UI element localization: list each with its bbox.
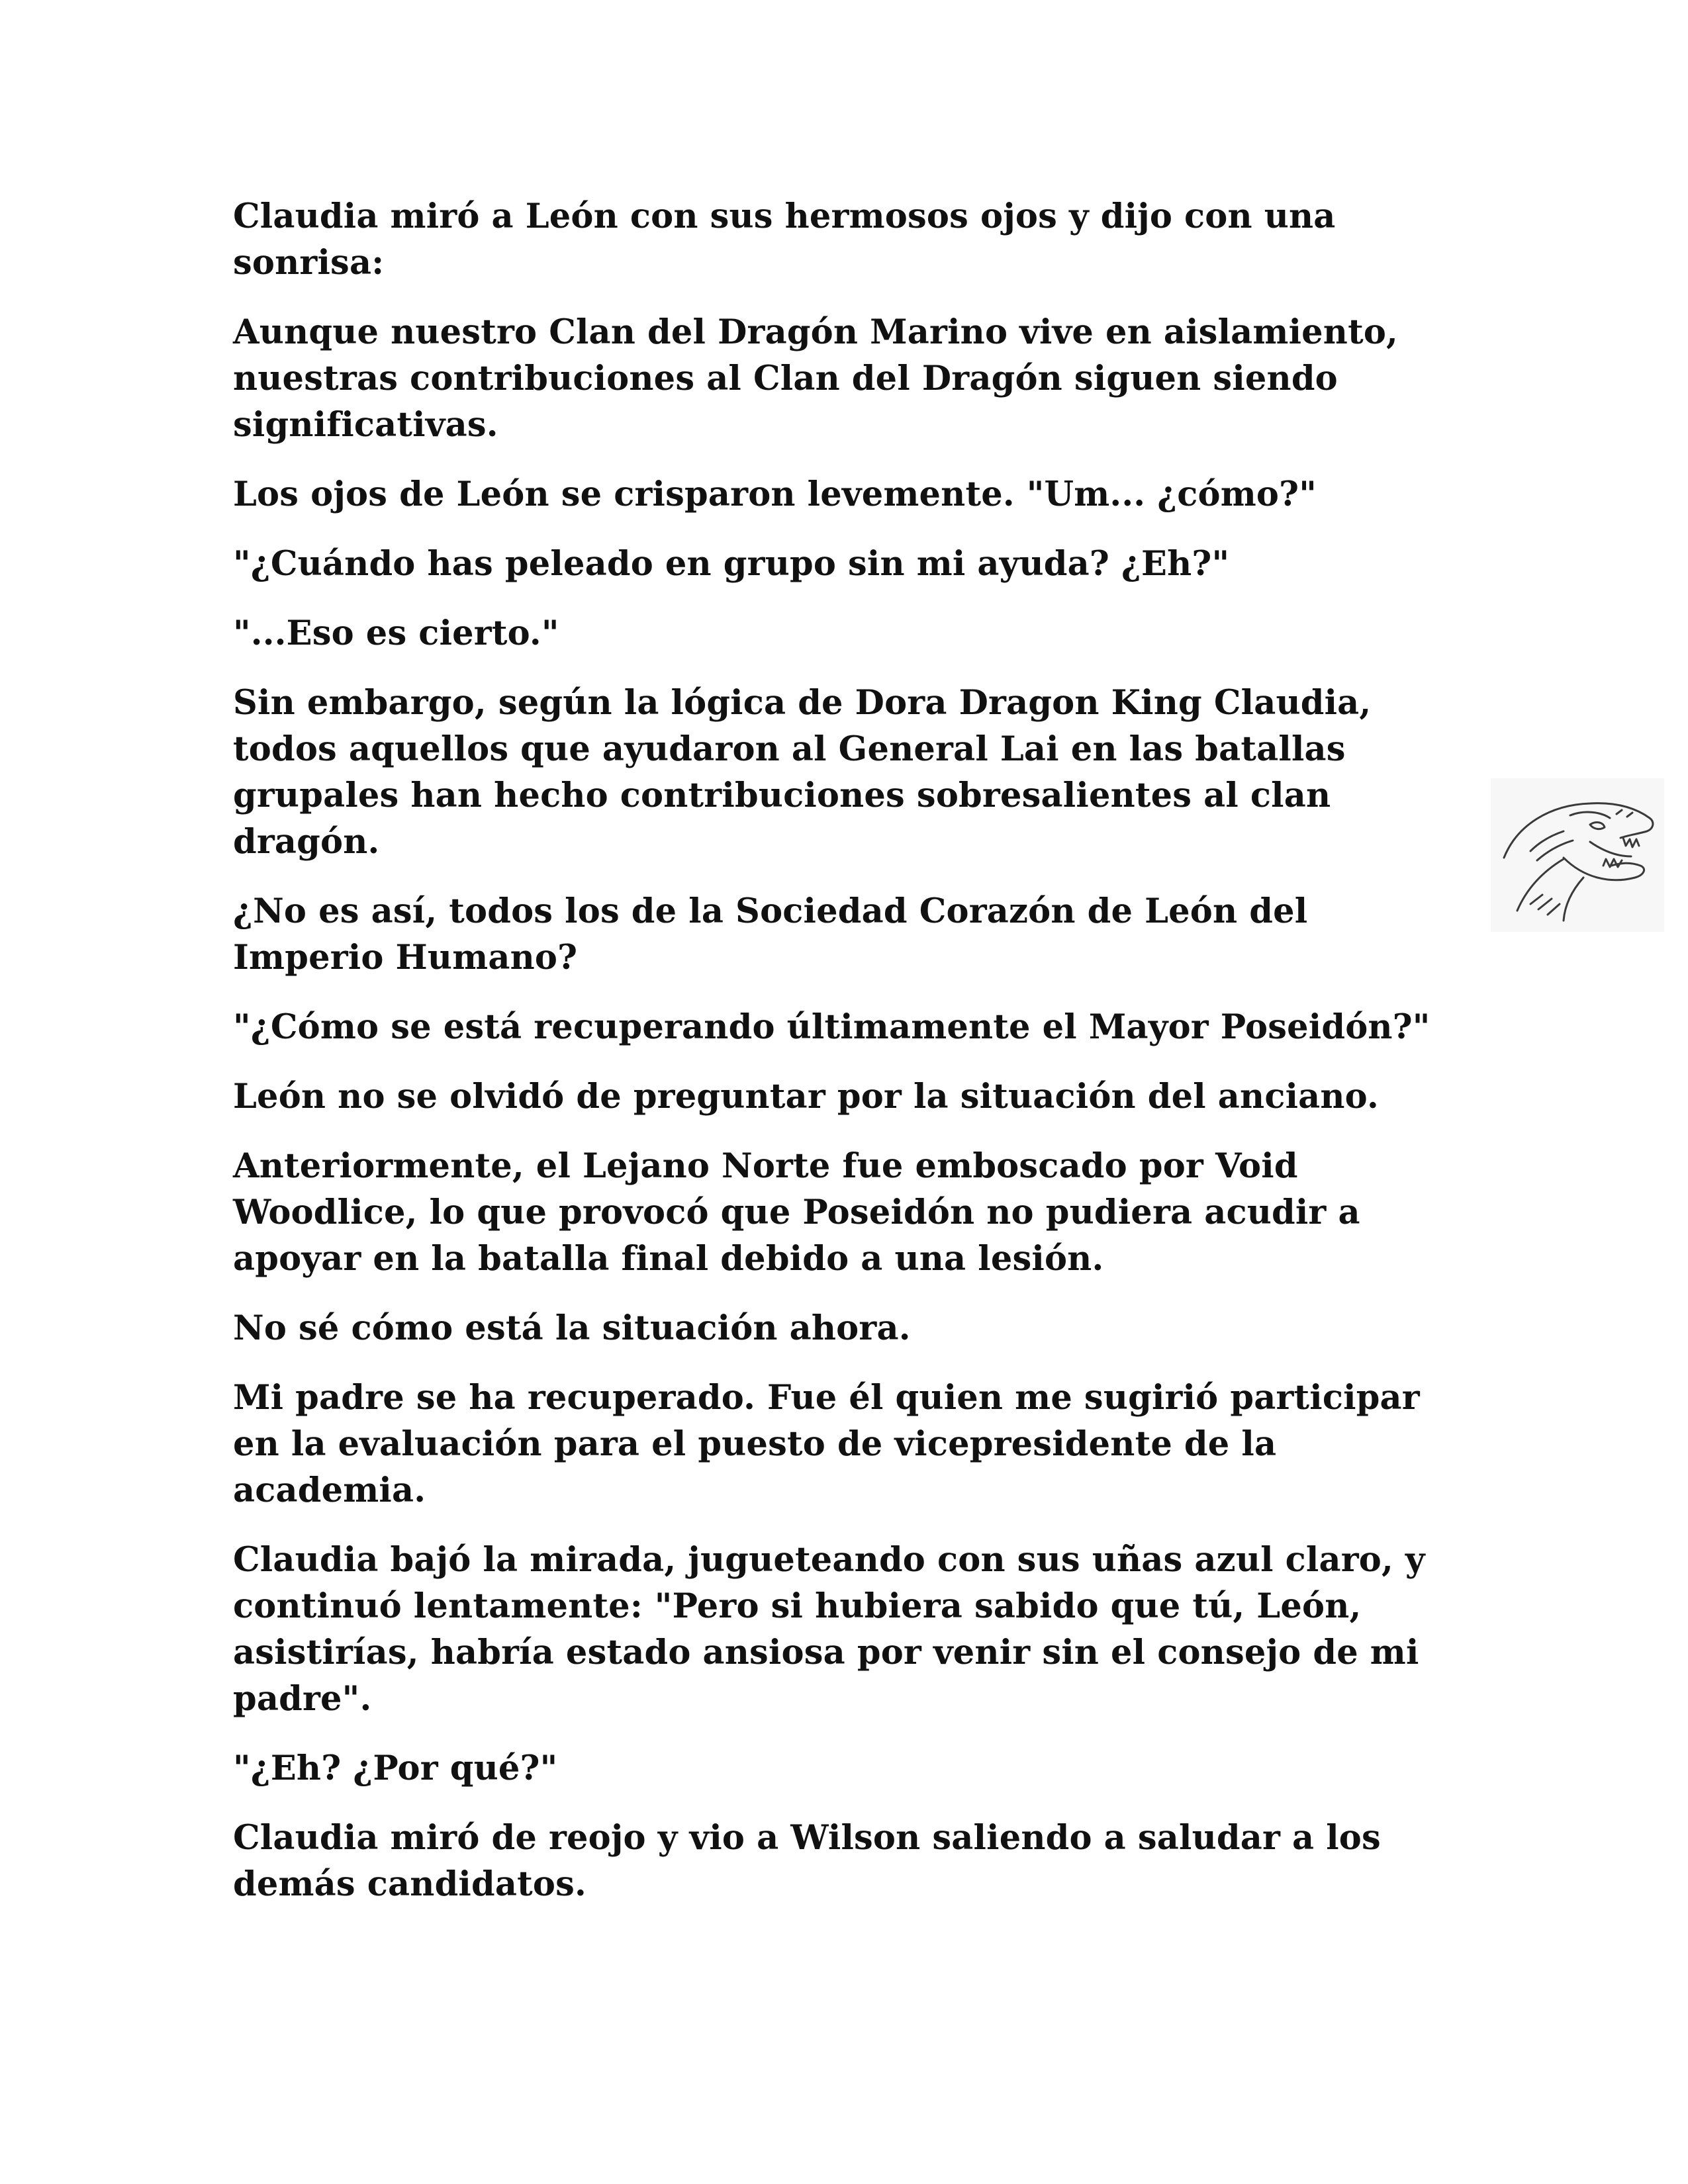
paragraph: "¿Cuándo has peleado en grupo sin mi ayuda? ¿Eh?": [233, 544, 1230, 584]
paragraph: Claudia miró a León con sus hermosos ojos y dijo con una sonrisa:: [233, 197, 1336, 283]
paragraph: León no se olvidó de preguntar por la situación del anciano.: [233, 1077, 1379, 1116]
paragraph: Claudia miró de reojo y vio a Wilson saliendo a saludar a los demás candidatos.: [233, 1818, 1381, 1904]
paragraph: Anteriormente, el Lejano Norte fue emboscado por Void Woodlice, lo que provocó que Poseidón no pudiera acudir a apoyar en la batalla final debido a una lesión.: [233, 1146, 1360, 1279]
paragraph: No sé cómo está la situación ahora.: [233, 1308, 911, 1348]
dinosaur-sketch-icon: [1491, 778, 1664, 932]
paragraph: "...Eso es cierto.": [233, 614, 559, 653]
paragraph: "¿Eh? ¿Por qué?": [233, 1749, 558, 1788]
paragraph: Sin embargo, según la lógica de Dora Dragon King Claudia, todos aquellos que ayudaron al General Lai en las batallas grupales han hecho contribuciones sobresalientes al clan dragón.: [233, 683, 1372, 862]
paragraph: Los ojos de León se crisparon levemente. "Um... ¿cómo?": [233, 475, 1317, 514]
paragraph: Aunque nuestro Clan del Dragón Marino vive en aislamiento, nuestras contribuciones al Clan del Dragón siguen siendo significativas.: [233, 312, 1398, 445]
paragraph: "¿Cómo se está recuperando últimamente el Mayor Poseidón?": [233, 1007, 1430, 1047]
paragraph: Claudia bajó la mirada, jugueteando con sus uñas azul claro, y continuó lentamente: "Pero si hubiera sabido que tú, León, asistirías, habría estado ansiosa por venir sin el consejo de mi padre".: [233, 1540, 1425, 1719]
paragraph: Mi padre se ha recuperado. Fue él quien me sugirió participar en la evaluación para el puesto de vicepresidente de la academia.: [233, 1378, 1420, 1510]
document-body: [233, 193, 1458, 1931]
paragraph: ¿No es así, todos los de la Sociedad Corazón de León del Imperio Humano?: [233, 891, 1308, 978]
